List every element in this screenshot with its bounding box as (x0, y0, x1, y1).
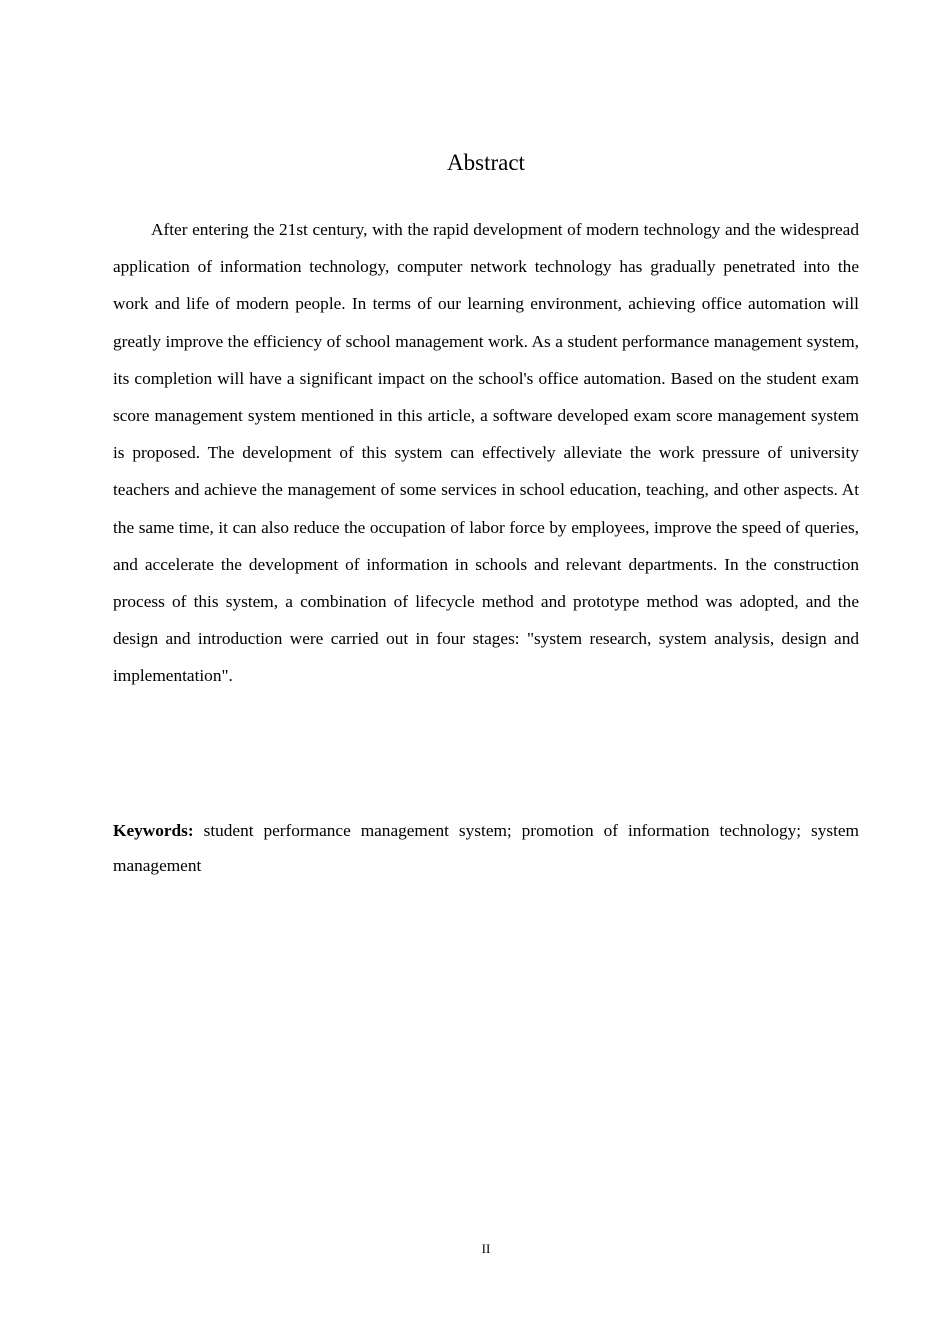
abstract-title: Abstract (447, 150, 525, 175)
keywords-list: student performance management system; promotion of information technology; system management (113, 821, 860, 875)
page-number: II (481, 1241, 491, 1256)
keywords-section (113, 813, 859, 883)
abstract-paragraph: After entering the 21st century, with the rapid development of modern technology and the widespread application of information technology, computer network technology has gradually penetrated into the work and life of modern people. In terms of our learning environment, achieving office automation will greatly improve the efficiency of school management work. As a student performance management system, its completion will have a significant impact on the school's office automation. Based on the student exam score management system mentioned in this article, a software developed exam score management system is proposed. The development of this system can effectively alleviate the work pressure of university teachers and achieve the management of some services in school education, teaching, and other aspects. At the same time, it can also reduce the occupation of labor force by employees, improve the speed of queries, and accelerate the development of information in schools and relevant departments. In the construction process of this system, a combination of lifecycle method and prototype method was adopted, and the design and introduction were carried out in four stages: "system research, system analysis, design and implementation". (113, 220, 859, 686)
keywords-label: Keywords: (113, 821, 194, 840)
